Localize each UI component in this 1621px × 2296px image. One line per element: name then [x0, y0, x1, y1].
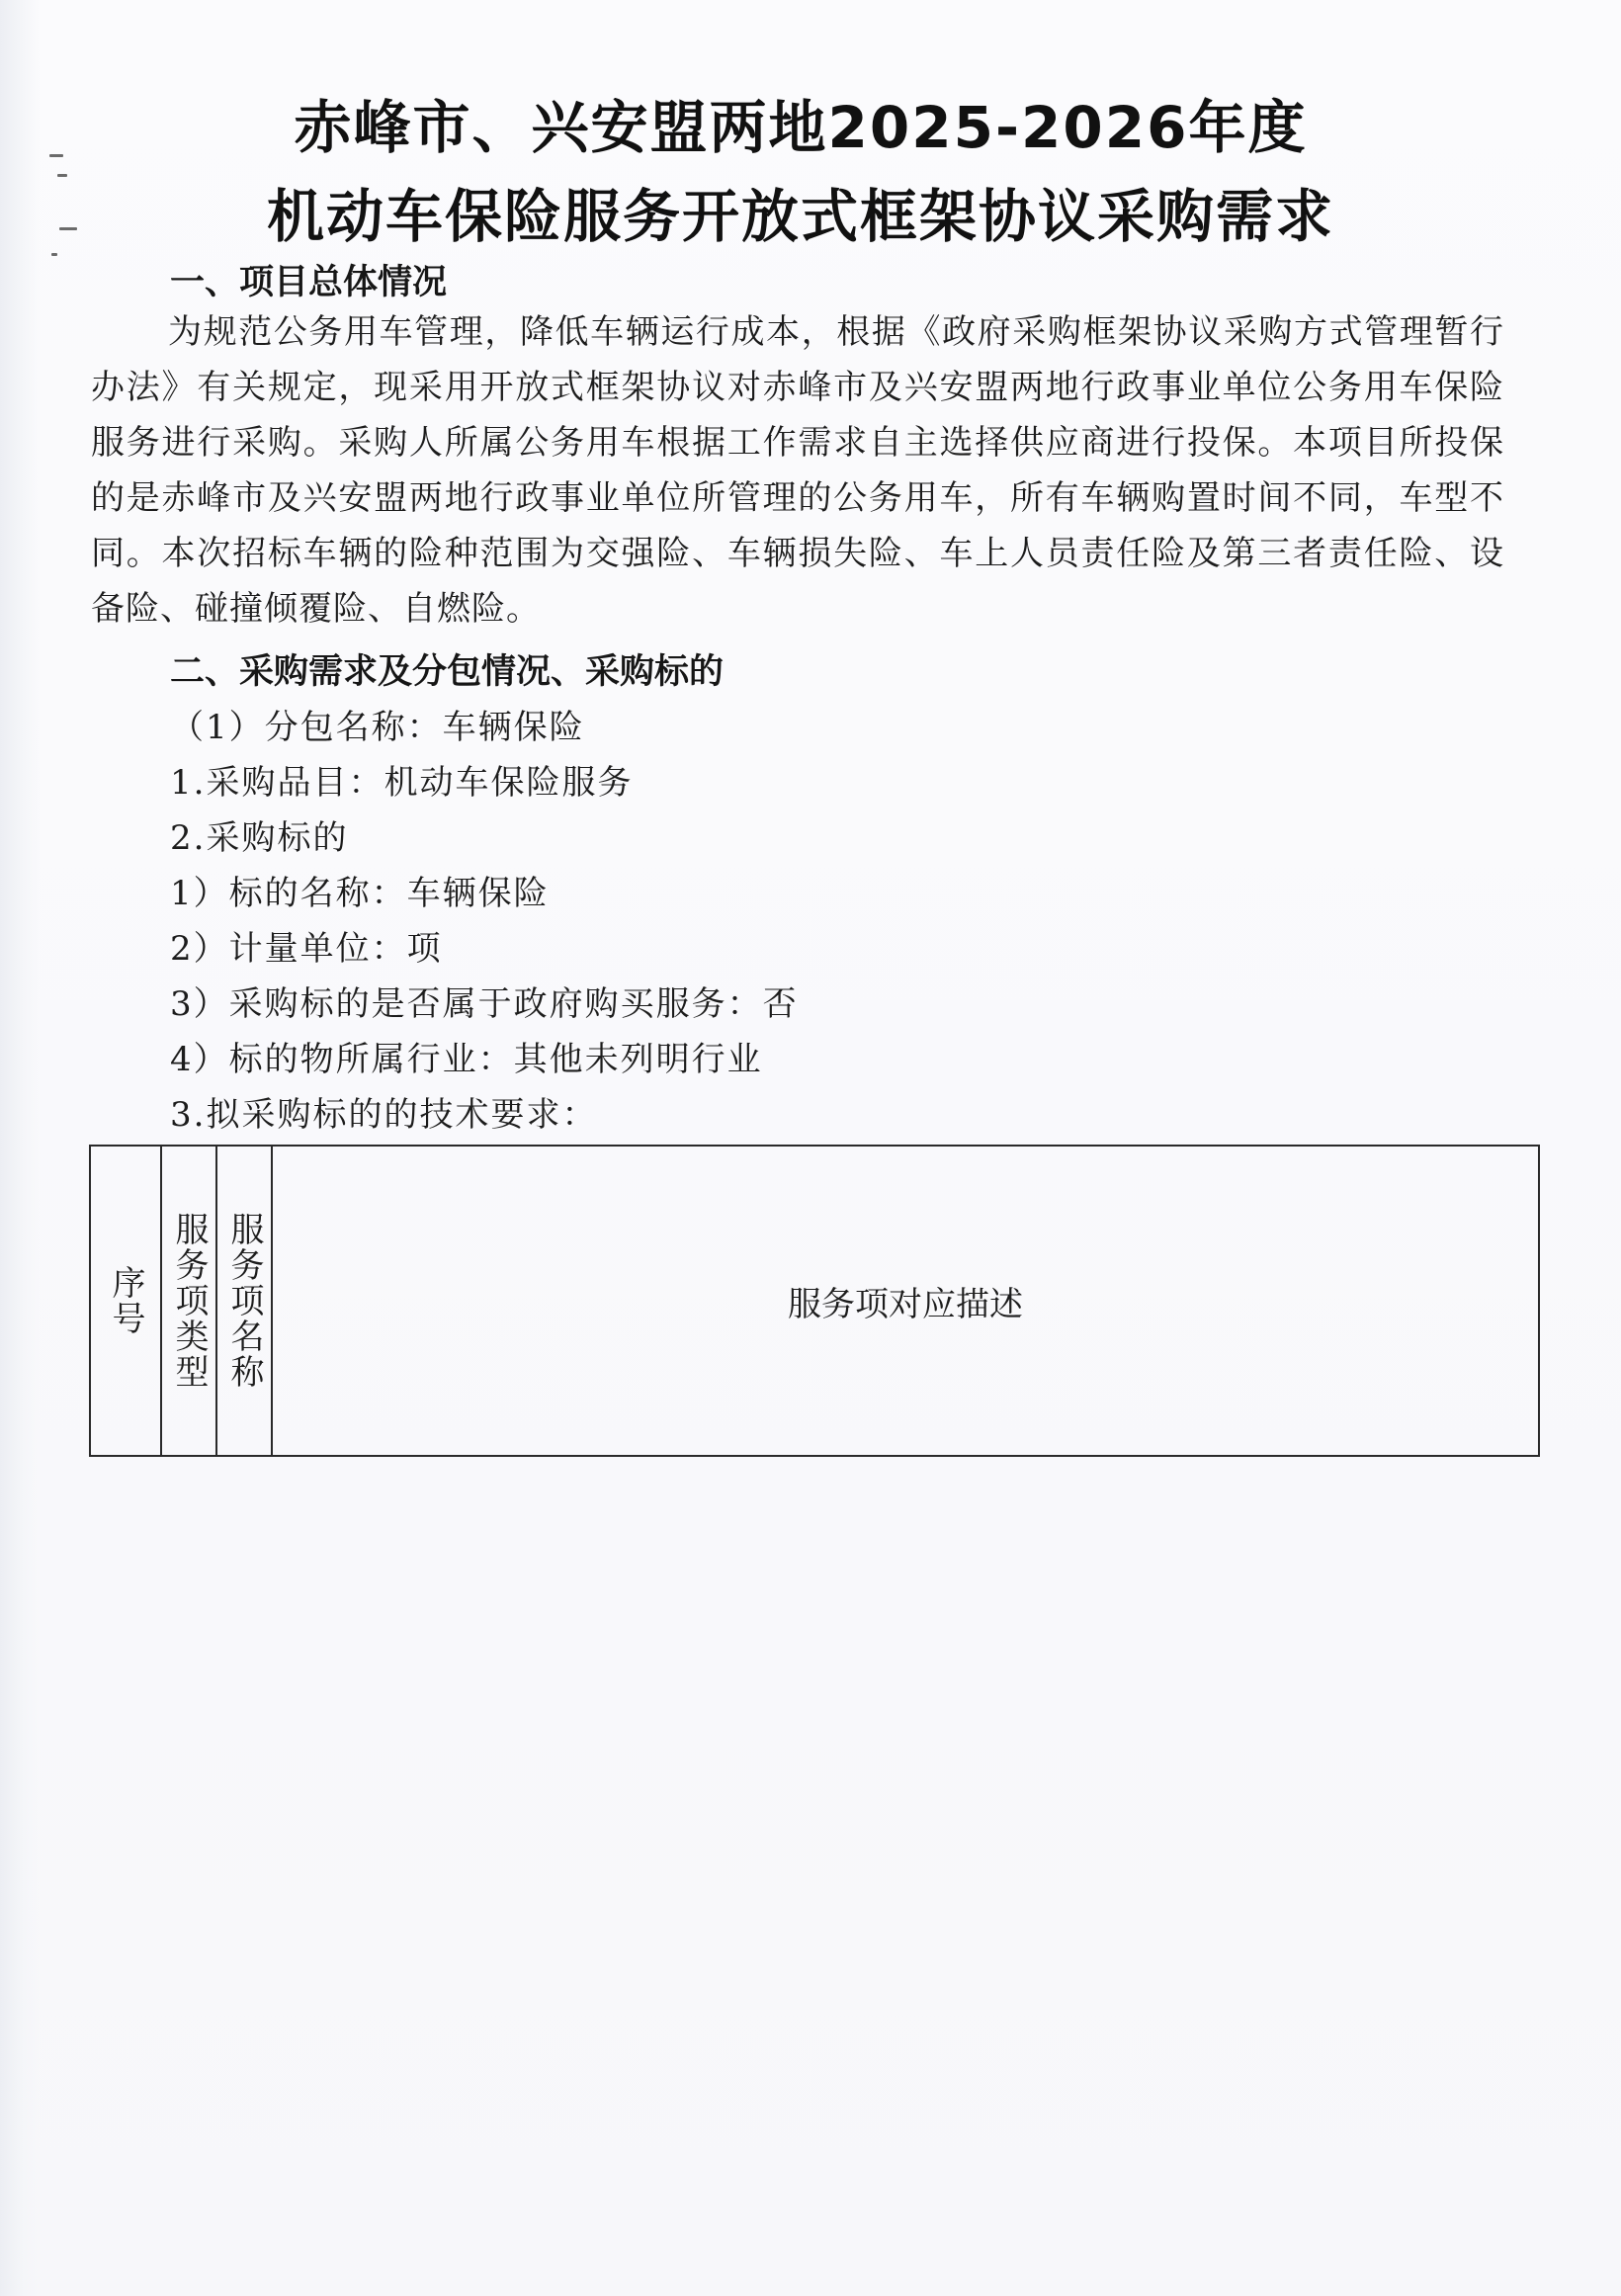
document-title-line-2: 机动车保险服务开放式框架协议采购需求	[266, 183, 1334, 250]
section-2-heading: 二、采购需求及分包情况、采购标的	[170, 652, 725, 692]
list-item: 4）标的物所属行业：其他未列明行业	[170, 1040, 763, 1079]
header-type-cell	[161, 1146, 216, 1456]
section-1-paragraph: 为规范公务用车管理，降低车辆运行成本，根据《政府采购框架协议采购方式管理暂行办法》有关规定，现采用开放式框架协议对赤峰市及兴安盟两地行政事业单位公务用车保险服务进行采购。采购人所属公务用车根据工作需求自主选择供应商进行投保。本项目所投保的是赤峰市及兴安盟两地行政事业单位所管理的公务用车，所有车辆购置时间不同，车型不同。本次招标车辆的险种范围为交强险、车辆损失险、车上人员责任险及第三者责任险、设备险、碰撞倾覆险、自燃险。	[91, 312, 1504, 629]
header-name-cell	[216, 1146, 272, 1456]
scan-edge	[0, 0, 40, 2296]
header-seq: 序号	[106, 1265, 145, 1336]
technical-requirements-table	[89, 1145, 1540, 1457]
header-service-type: 服务项类型	[169, 1212, 209, 1390]
header-service-description: 服务项对应描述	[788, 1284, 1023, 1324]
table-header-row	[90, 1146, 1539, 1456]
header-desc-cell	[272, 1146, 1539, 1456]
list-item: 2）计量单位：项	[170, 929, 443, 969]
list-item: （1）分包名称：车辆保险	[170, 708, 585, 747]
document-title-line-1: 赤峰市、兴安盟两地2025-2026年度	[294, 94, 1308, 161]
list-item: 1）标的名称：车辆保险	[170, 874, 550, 913]
header-service-name: 服务项名称	[224, 1212, 264, 1390]
section-1-heading: 一、项目总体情况	[170, 263, 448, 302]
header-seq-cell	[90, 1146, 161, 1456]
list-item: 2.采购标的	[170, 818, 349, 858]
list-item: 3）采购标的是否属于政府购买服务：否	[170, 984, 799, 1024]
list-item: 3.拟采购标的的技术要求：	[170, 1095, 598, 1135]
list-item: 1.采购品目：机动车保险服务	[170, 763, 634, 803]
binding-mark	[51, 253, 57, 256]
